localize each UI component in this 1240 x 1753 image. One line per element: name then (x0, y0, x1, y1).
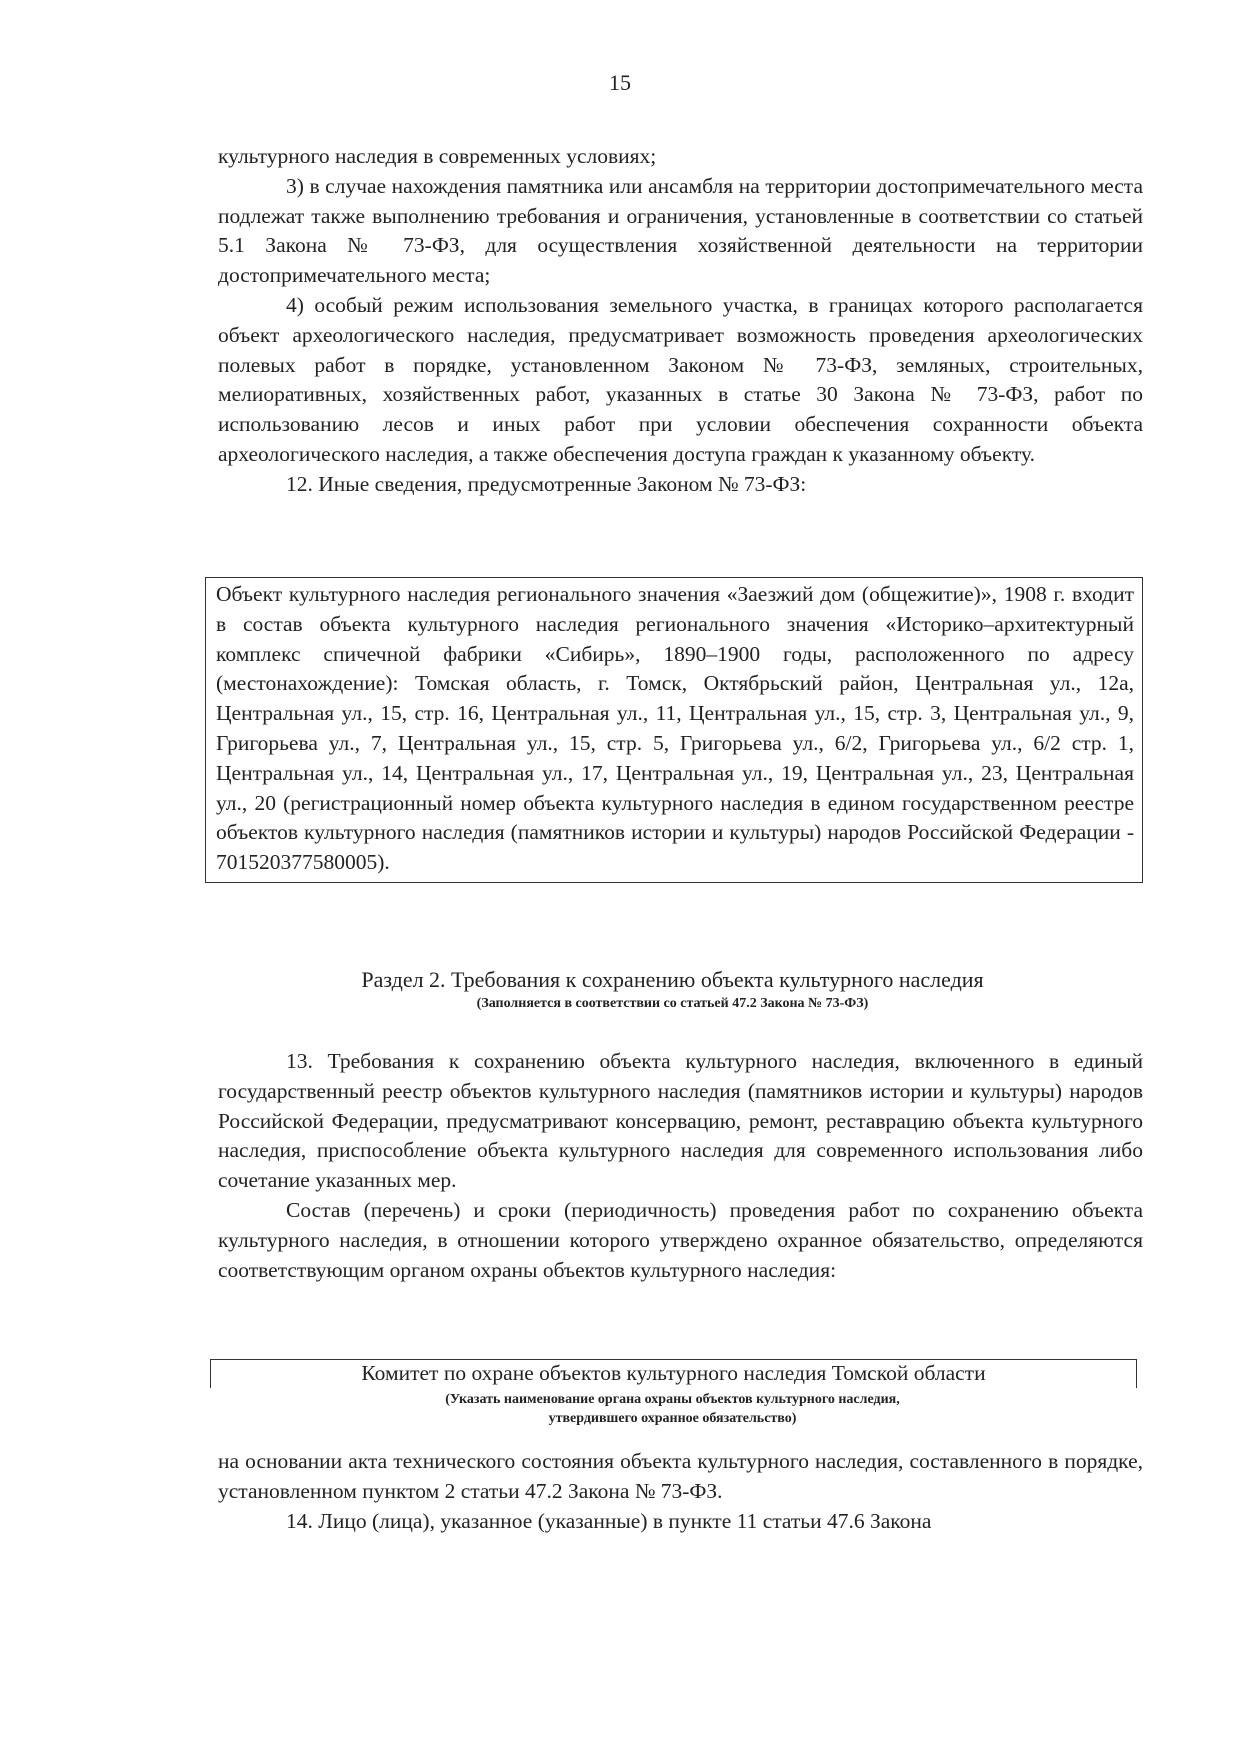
other-info-box (205, 577, 1143, 883)
paragraph-item-12: 12. Иные сведения, предусмотренные Законом № 73-ФЗ: (286, 471, 807, 496)
page-number: 15 (609, 70, 631, 95)
authority-note-line: утвердившего охранное обязательство) (548, 1411, 797, 1426)
top-text (218, 142, 1143, 500)
paragraph: культурного наследия в современных условиях; (218, 144, 657, 168)
paragraph-item-3: 3) в случае нахождения памятника или ансамбля на территории достопримечательного места подлежат также выполнению требования и ограничения, установленные в соответствии со статьей 5.1 Закона № 73-ФЗ, для осуществления хозяйственной деятельности на территории достопримечательного места; (218, 173, 1143, 288)
paragraph-item-14: 14. Лицо (лица), указанное (указанные) в пункте 11 статьи 47.6 Закона (286, 1508, 932, 1533)
section-heading (205, 965, 1140, 1013)
bottom-text (218, 1447, 1143, 1536)
authority-note-line: (Указать наименование органа охраны объектов культурного наследия, (445, 1392, 900, 1407)
paragraph-item-4: 4) особый режим использования земельного участка, в границах которого располагается объект археологического наследия, предусматривает возможность проведения археологических полевых работ в порядке, установленном Законом № 73-ФЗ, земляных, строительных, мелиоративных, хозяйственных работ, указанных в статье 30 Закона № 73-ФЗ, работ по использованию лесов и иных работ при условии обеспечения сохранности объекта археологического наследия, а также обеспечения доступа граждан к указанному объекту. (218, 292, 1143, 466)
other-info-text: Объект культурного наследия регионального значения «Заезжий дом (общежитие)», 1908 г. входит в состав объекта культурного наследия регионального значения «Историко–архитектурный комплекс спичечной фабрики «Сибирь», 1890–1900 годы, расположенного по адресу (местонахождение): Томская область, г. Томск, Октябрьский район, Центральная ул., 12а, Центральная ул., 15, стр. 16, Центральная ул., 11, Центральная ул., 15, стр. 3, Центральная ул., 9, Григорьева ул., 7, Центральная ул., 15, стр. 5, Григорьева ул., 6/2, Григорьева ул., 6/2 стр. 1, Центральная ул., 14, Центральная ул., 17, Центральная ул., 19, Центральная ул., 23, Центральная ул., 20 (регистрационный номер объекта культурного наследия в едином государственном реестре объектов культурного наследия (памятников истории и культуры) народов Российской Федерации - 701520377580005). (216, 582, 1134, 875)
section-title: Раздел 2. Требования к сохранению объекта культурного наследия (361, 967, 984, 992)
authority-field: Комитет по охране объектов культурного наследия Томской области (210, 1359, 1137, 1388)
section-subtitle: (Заполняется в соответствии со статьей 47.2 Закона № 73-ФЗ) (476, 995, 869, 1011)
paragraph-basis: на основании акта технического состояния объекта культурного наследия, составленного в порядке, установленном пунктом 2 статьи 47.2 Закона № 73-ФЗ. (218, 1449, 1143, 1503)
paragraph-composition: Состав (перечень) и сроки (периодичность) проведения работ по сохранению объекта культурного наследия, в отношении которого утверждено охранное обязательство, определяются соответствующим органом охраны объектов культурного наследия: (218, 1197, 1143, 1282)
section-text (218, 1047, 1143, 1285)
paragraph-item-13: 13. Требования к сохранению объекта культурного наследия, включенного в единый государственный реестр объектов культурного наследия (памятников истории и культуры) народов Российской Федерации, предусматривают консервацию, ремонт, реставрацию объекта культурного наследия, приспособление объекта культурного наследия для современного использования либо сочетание указанных мер. (218, 1049, 1143, 1193)
authority-note (210, 1390, 1135, 1428)
